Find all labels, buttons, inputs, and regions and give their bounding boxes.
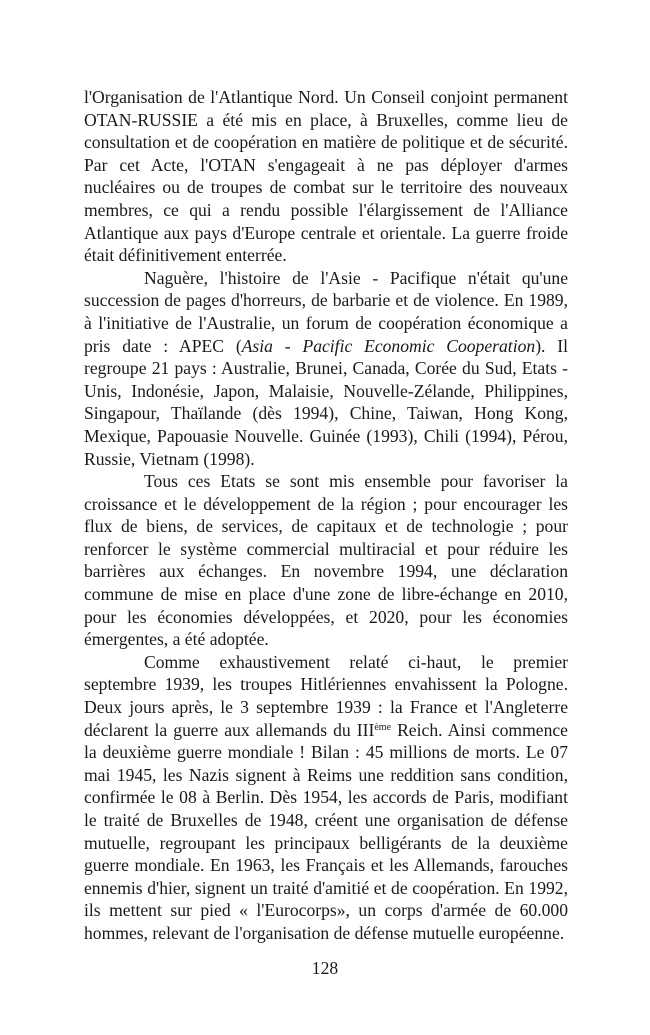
paragraph-nato-russia: l'Organisation de l'Atlantique Nord. Un Conseil conjoint permanent OTAN-RUSSIE a été mis en place, à Bruxelles, comme lieu de consultation et de coopération en matière de politique et de sécurité. Par cet Acte, l'OTAN s'engageait à ne pas déployer d'armes nucléaires ou de troupes de combat sur le territoire des nouveaux membres, ce qui a rendu possible l'élargissement de l'Alliance Atlantique aux pays d'Europe centrale et orientale. La guerre froide était définitivement enterrée. (84, 87, 568, 266)
paragraph-ww2 (84, 651, 568, 945)
apec-full-name: Asia - Pacific Economic Cooperation (241, 335, 536, 356)
page-number: 128 (311, 958, 339, 978)
paragraph-apec (84, 267, 568, 470)
paragraph-ww2-text-start: Comme exhaustivement relaté ci-haut, le premier septembre 1939, les troupes Hitlériennes envahissent la Pologne. Deux jours après, le 3 septembre 1939 : la France et l'Angleterre déclarent la guerre aux allemands du III (84, 651, 568, 740)
paragraph-ww2-text-end: Reich. Ainsi commence la deuxième guerre mondiale ! Bilan : 45 millions de morts. Le 07 mai 1945, les Nazis signent à Reims une reddition sans condition, confirmée le 08 à Berlin. Dès 1954, les accords de Paris, modifiant le traité de Bruxelles de 1948, créent une organisation de défense mutuelle, regroupant les principaux belligérants de la deuxième guerre mondiale. En 1963, les Français et les Allemands, farouches ennemis d'hier, signent un traité d'amitié et de coopération. En 1992, ils mettent sur pied « l'Eurocorps», un corps d'armée de 60.000 hommes, relevant de l'organisation de défense mutuelle européenne. (84, 719, 568, 943)
ordinal-superscript: ème (374, 721, 392, 733)
paragraph-apec-text-start: Naguère, l'histoire de l'Asie - Pacifique n'était qu'une succession de pages d'horreurs, de barbarie et de violence. En 1989, à l'initiative de l'Australie, un forum de coopération économique a pris date : APEC ( (84, 267, 568, 356)
page-body (84, 86, 568, 945)
paragraph-apec-text-end: ). Il regroupe 21 pays : Australie, Brunei, Canada, Corée du Sud, Etats - Unis, Indonésie, Japon, Malaisie, Nouvelle-Zélande, Philippines, Singapour, Thaïlande (dès 1994), Chine, Taiwan, Hong Kong, Mexique, Papouasie Nouvelle. Guinée (1993), Chili (1994), Pérou, Russie, Vietnam (1998). (84, 335, 568, 469)
paragraph-apec-goals: Tous ces Etats se sont mis ensemble pour favoriser la croissance et le développement de la région ; pour encourager les flux de biens, de services, de capitaux et de technologie ; pour renforcer le système commercial multiracial et pour réduire les barrières aux échanges. En novembre 1994, une déclaration commune de mise en place d'une zone de libre-échange en 2010, pour les économies développées, et 2020, pour les économies émergentes, a été adoptée. (84, 471, 568, 650)
